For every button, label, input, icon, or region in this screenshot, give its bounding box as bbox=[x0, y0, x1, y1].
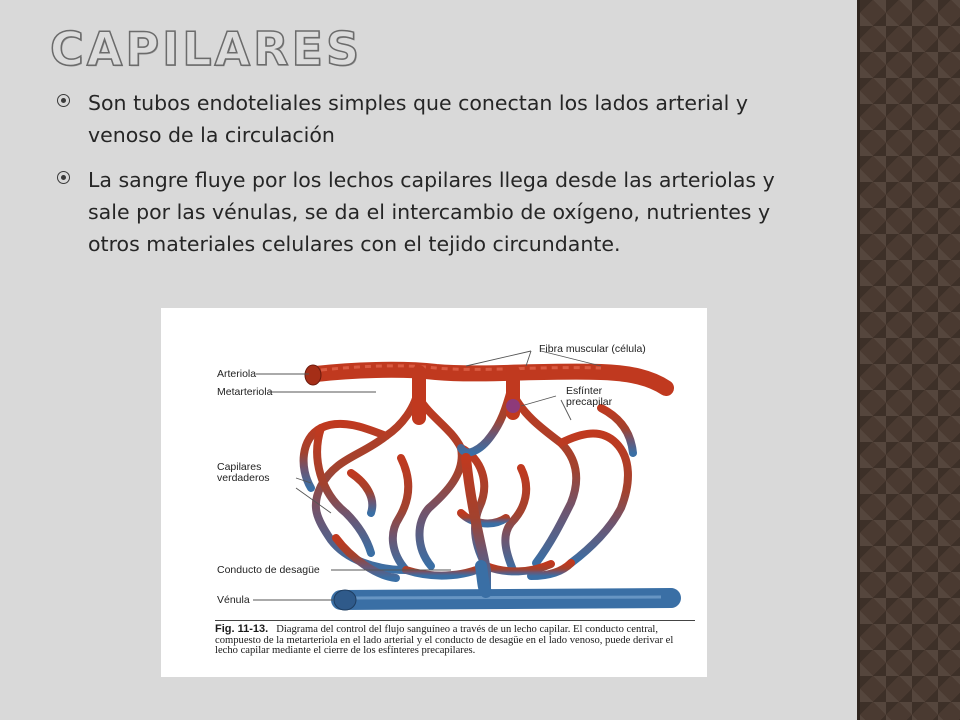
bullet-text: La sangre fluye por los lechos capilares llega desde las arteriolas y sale por las vénulas, se da el intercambio de oxígeno, nutrientes y otros materiales celulares con el tejido circundante. bbox=[88, 168, 775, 256]
bullet-item bbox=[55, 87, 785, 151]
figure-caption bbox=[215, 624, 695, 657]
capillary-bed-figure bbox=[161, 308, 707, 677]
label-metarteriola: Metarteriola bbox=[217, 386, 273, 398]
label-arteriola: Arteriola bbox=[217, 368, 257, 380]
caption-text: Diagrama del control del flujo sanguíneo a través de un lecho capilar. El conducto central, compuesto de la metarteriola en el lado arterial y el conducto de desagüe en el lado venoso, puede derivar el lecho capilar mediante el cierre de los esfínteres precapilares. bbox=[215, 624, 674, 656]
slide-title: CAPILARES bbox=[50, 22, 363, 76]
bullet-item bbox=[55, 164, 785, 260]
label-conducto-desague: Conducto de desagüe bbox=[217, 564, 320, 576]
capillary-diagram bbox=[161, 308, 707, 677]
caption-number: Fig. 11-13. bbox=[215, 623, 269, 635]
label-fibra-muscular: Fibra muscular (célula) bbox=[539, 343, 646, 355]
label-capilares-verdaderos: Capilares verdaderos bbox=[217, 461, 270, 484]
circle-bullet-icon bbox=[57, 94, 70, 107]
label-venula: Vénula bbox=[217, 594, 250, 606]
bullet-list bbox=[55, 87, 785, 273]
label-esfinter-precapilar: Esfínter precapilar bbox=[566, 385, 613, 408]
caption-rule bbox=[215, 620, 695, 621]
bullet-text: Son tubos endoteliales simples que conectan los lados arterial y venoso de la circulación bbox=[88, 91, 749, 147]
decorative-side-panel bbox=[857, 0, 960, 720]
circle-bullet-icon bbox=[57, 171, 70, 184]
